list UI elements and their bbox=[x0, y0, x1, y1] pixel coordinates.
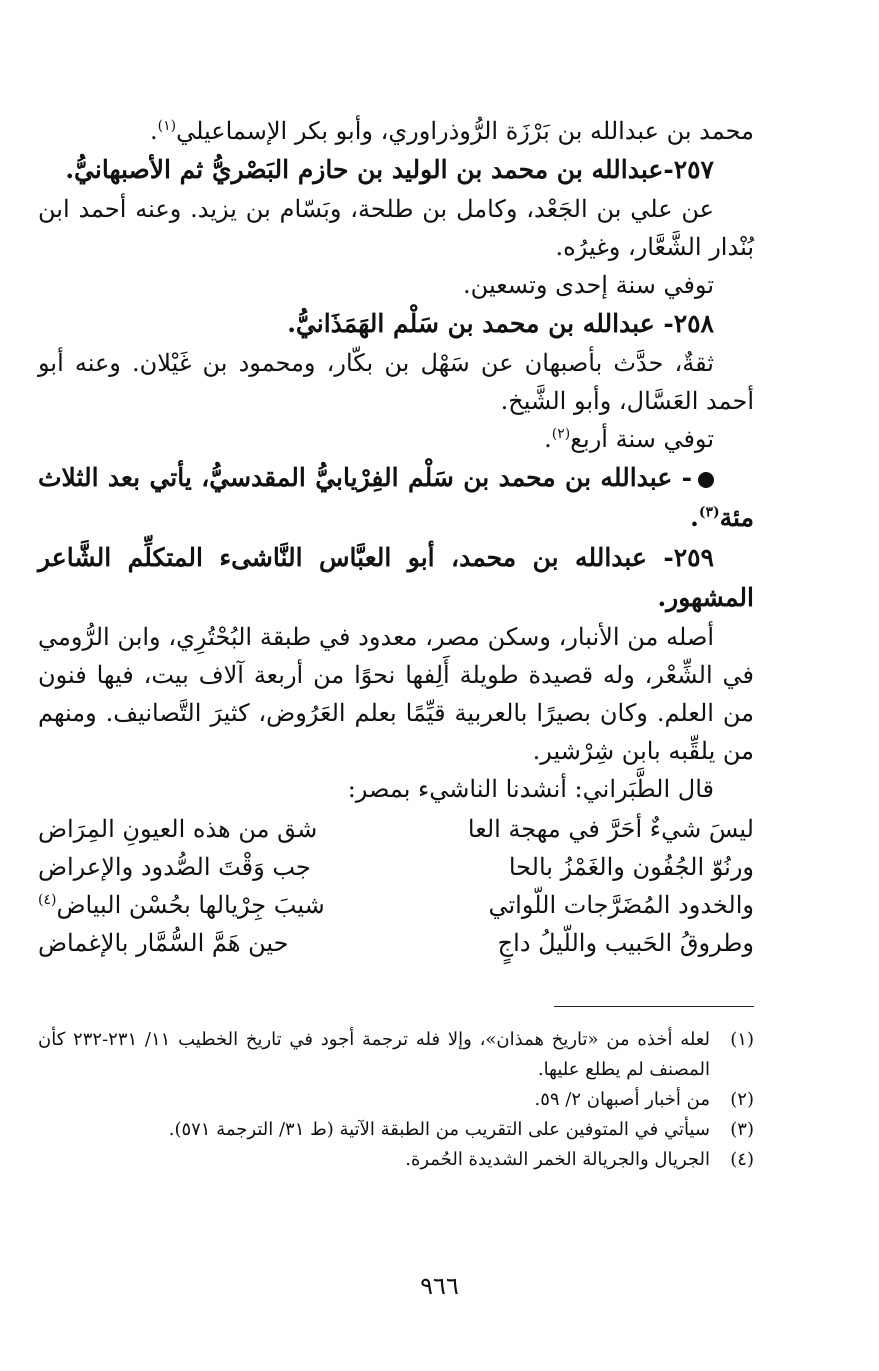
poem bbox=[38, 810, 754, 962]
entry-259-text: أصله من الأنبار، وسكن مصر، معدود في طبقة البُحْتُرِي، وابن الرُّومي في الشِّعْر، وله قصيدة طويلة أَلِفها نحوًا من أربعة آلاف بيت، فيها فنون من العلم. وكان بصيرًا بالعربية قيِّمًا بعلم العَرُوض، كثيرَ التَّصانيف. ومنهم من يلقِّبه بابن شِرْشير. bbox=[38, 623, 754, 765]
footnote-number: (٢) bbox=[730, 1089, 754, 1110]
entry-heading-258: ٢٥٨- عبدالله بن محمد بن سَلْم الهَمَذَانيُّ. bbox=[287, 309, 714, 338]
entry-258-death-text: توفي سنة أربع bbox=[570, 425, 714, 453]
footnote-separator bbox=[554, 1006, 754, 1007]
text-line-1: محمد بن عبدالله بن بَرْزَة الرُّوذراوري، وأبو بكر الإسماعيلي bbox=[176, 117, 754, 145]
period: . bbox=[544, 425, 552, 453]
period: . bbox=[690, 503, 699, 532]
period: . bbox=[149, 117, 158, 145]
footnote-ref-1[interactable]: (١) bbox=[157, 118, 177, 134]
footnotes bbox=[38, 1025, 754, 1175]
verse-first-hemistich: ورنُوّ الجُفُون والغَمْزُ بالحا bbox=[508, 853, 754, 881]
poem-verse bbox=[38, 810, 754, 848]
page-number: ٩٦٦ bbox=[420, 1272, 459, 1300]
footnote-ref-2[interactable]: (٢) bbox=[551, 426, 571, 442]
page-body bbox=[38, 112, 754, 1175]
verse-second-text: شيبَ جِرْيالها بحُسْن البياض bbox=[56, 891, 325, 919]
footnote-4 bbox=[38, 1145, 754, 1175]
poem-verse bbox=[38, 924, 754, 962]
entry-259-quote-intro: قال الطَّبَراني: أنشدنا الناشيء بمصر: bbox=[347, 775, 714, 803]
verse-first-hemistich: ليسَ شيءٌ أحَرَّ في مهجة العا bbox=[467, 815, 754, 843]
entry-257-death: توفي سنة إحدى وتسعين. bbox=[463, 271, 714, 299]
bullet-heading-text: - عبدالله بن محمد بن سَلْم الفِرْيابيُّ المقدسيُّ، يأتي بعد الثلاث مئة bbox=[38, 463, 754, 532]
verse-second-hemistich: شق من هذه العيونِ المِرَاض bbox=[38, 815, 318, 843]
poem-verse bbox=[38, 886, 754, 924]
footnote-ref-4[interactable]: (٤) bbox=[38, 892, 57, 908]
poem-verse bbox=[38, 848, 754, 886]
entry-258-death bbox=[38, 420, 754, 458]
footnote-text: لعله أخذه من «تاريخ همذان»، وإلا فله ترجمة أجود في تاريخ الخطيب ١١/ ٢٣١-٢٣٢ كأن المصنف لم يطلع عليها. bbox=[38, 1029, 710, 1080]
entry-heading-257: ٢٥٧-عبدالله بن محمد بن الوليد بن حازم البَصْريُّ ثم الأصبهانيُّ. bbox=[65, 155, 714, 184]
footnote-2 bbox=[38, 1085, 754, 1115]
footnote-number: (٣) bbox=[730, 1119, 754, 1140]
verse-second-hemistich: حين هَمَّ السُّمَّار بالإغماض bbox=[38, 929, 289, 957]
bullet-icon bbox=[698, 472, 714, 488]
footnote-text: من أخبار أصبهان ٢/ ٥٩. bbox=[534, 1089, 710, 1110]
footnote-number: (٤) bbox=[730, 1149, 754, 1170]
entry-heading-259: ٢٥٩- عبدالله بن محمد، أبو العبَّاس النَّاشىء المتكلِّم الشَّاعر المشهور. bbox=[38, 543, 754, 612]
verse-first-hemistich: والخدود المُضَرَّجات اللّواتي bbox=[488, 891, 754, 919]
verse-first-hemistich: وطروقُ الحَبيب واللّيلُ داجٍ bbox=[497, 929, 754, 957]
verse-second-hemistich: جب وَقْتَ الصُّدود والإعراض bbox=[38, 853, 311, 881]
footnote-text: سيأتي في المتوفين على التقريب من الطبقة الآتية (ط ٣١/ الترجمة ٥٧١). bbox=[168, 1119, 710, 1140]
continuation-line bbox=[38, 112, 754, 150]
entry-heading-bullet bbox=[38, 458, 754, 538]
footnote-ref-3[interactable]: (٣) bbox=[698, 504, 720, 521]
footnote-1 bbox=[38, 1025, 754, 1085]
verse-second-hemistich bbox=[38, 886, 325, 924]
entry-257-text: عن علي بن الجَعْد، وكامل بن طلحة، وبَسّام بن يزيد. وعنه أحمد ابن بُنْدار الشَّعَّار، وغيرُه. bbox=[38, 195, 754, 261]
footnote-text: الجريال والجريالة الخمر الشديدة الحُمرة. bbox=[405, 1149, 710, 1170]
footnote-3 bbox=[38, 1115, 754, 1145]
entry-258-text: ثقةٌ، حدَّث بأصبهان عن سَهْل بن بكّار، ومحمود بن غَيْلان. وعنه أبو أحمد العَسَّال، وأبو الشَّيخ. bbox=[38, 349, 754, 415]
footnote-number: (١) bbox=[730, 1029, 754, 1050]
